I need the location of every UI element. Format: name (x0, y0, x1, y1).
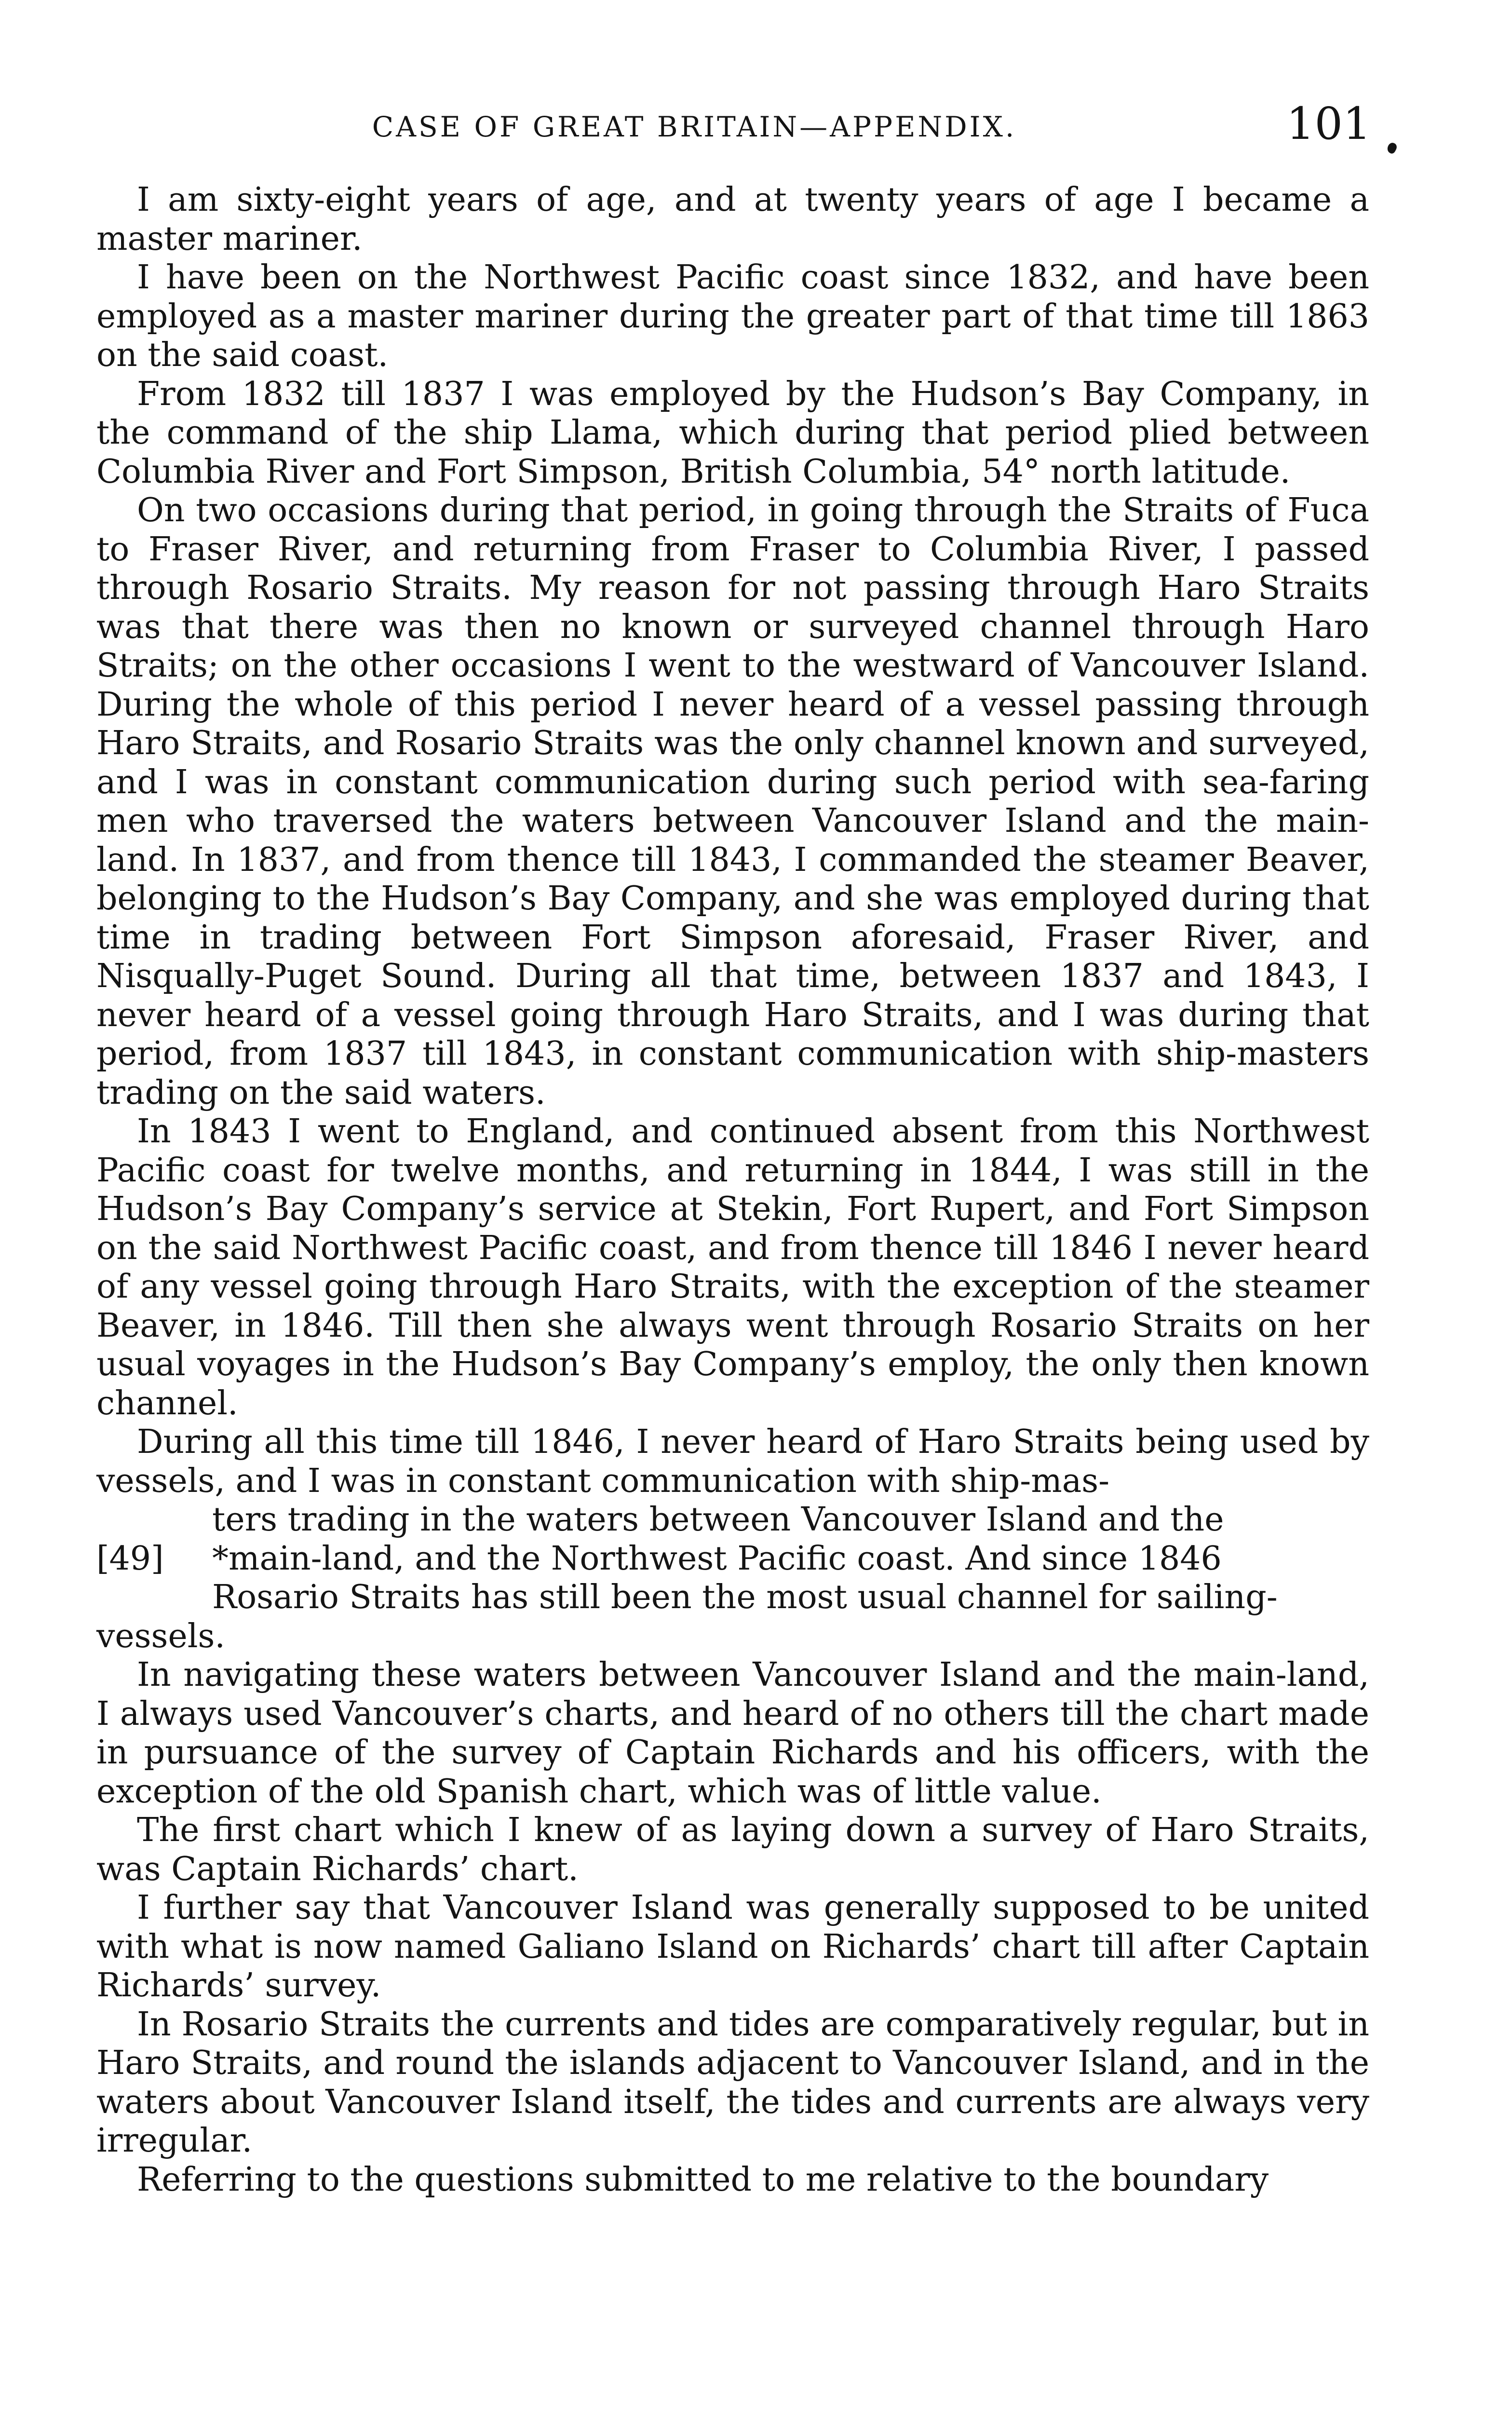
running-head: CASE OF GREAT BRITAIN—APPENDIX. (372, 110, 1017, 143)
paragraph: I am sixty-eight years of age, and at twenty years of age I became a master mariner. (96, 181, 1369, 258)
paragraph-last-line: vessels. (96, 1617, 225, 1655)
paragraph: In navigating these waters between Vancouver Island and the main-land, I always used Vancouver’s charts, and heard of no others till the chart made in pursuance of the survey of Captain Richards and his officers, with the exception of the old Spanish chart, which was of little value. (96, 1656, 1369, 1811)
paragraph-lead: During all this time till 1846, I never heard of Haro Straits being used by vessels, and I was in constant communication with ship-mas- (96, 1423, 1369, 1500)
paragraph-hanging-line: ters trading in the waters between Vancouver Island and the (212, 1501, 1224, 1539)
paragraph: The first chart which I knew of as laying down a survey of Haro Straits, was Captain Richards’ chart. (96, 1811, 1369, 1888)
page-number: 101 (1286, 98, 1371, 149)
paragraph-tail (96, 1578, 1369, 1656)
paragraph-hanging-line: *main-land, and the Northwest Pacific coast. And since 1846 (212, 1539, 1222, 1578)
paragraph-with-margin-reference (96, 1423, 1369, 1656)
paragraph-hanging-line: Rosario Straits has still been the most usual channel for sailing- (212, 1578, 1278, 1616)
paragraph: I further say that Vancouver Island was generally supposed to be united with what is now named Galiano Island on Richards’ chart till after Captain Richards’ survey. (96, 1889, 1369, 2005)
paragraph: Referring to the questions submitted to me relative to the boundary (137, 2160, 1269, 2199)
paragraph: In 1843 I went to England, and continued absent from this Northwest Pacific coast for twelve months, and returning in 1844, I was still in the Hudson’s Bay Company’s service at Stekin, Fort Rupert, and Fort Simpson on the said Northwest Pacific coast, and from thence till 1846 I never heard of any vessel going through Haro Straits, with the exception of the steamer Beaver, in 1846. Till then she always went through Rosario Straits on her usual voyages in the Hudson’s Bay Company’s employ, the only then known channel. (96, 1112, 1369, 1422)
body-text (96, 181, 1369, 2199)
paragraph: I have been on the Northwest Pacific coast since 1832, and have been employed as a master mariner during the greater part of that time till 1863 on the said coast. (96, 258, 1369, 374)
paragraph: In Rosario Straits the currents and tides are comparatively regular, but in Haro Straits, and round the islands adjacent to Vancouver Island, and in the waters about Vancouver Island itself, the tides and currents are always very irregular. (96, 2005, 1369, 2160)
page-header (0, 100, 1512, 153)
paragraph: From 1832 till 1837 I was employed by the Hudson’s Bay Company, in the command of the ship Llama, which during that period plied between Columbia River and Fort Simpson, British Columbia, 54° north latitude. (96, 375, 1369, 491)
margin-page-reference: [49] (96, 1539, 164, 1578)
paragraph: On two occasions during that period, in going through the Straits of Fuca to Fraser River, and returning from Fraser to Columbia River, I passed through Rosario Straits. My reason for not passing through Haro Straits was that there was then no known or surveyed channel through Haro Straits; on the other occasions I went to the westward of Vancouver Island. During the whole of this period I never heard of a vessel passing through Haro Straits, and Rosario Straits was the only channel known and surveyed, and I was in constant communication during such period with sea-faring men who traversed the waters between Vancouver Island and the main-land. In 1837, and from thence till 1843, I commanded the steamer Beaver, belonging to the Hudson’s Bay Company, and she was employed during that time in trading between Fort Simpson aforesaid, Fraser River, and Nisqually-Puget Sound. During all that time, between 1837 and 1843, I never heard of a vessel going through Haro Straits, and I was during that period, from 1837 till 1843, in constant communication with ship-masters trading on the said waters. (96, 491, 1369, 1112)
